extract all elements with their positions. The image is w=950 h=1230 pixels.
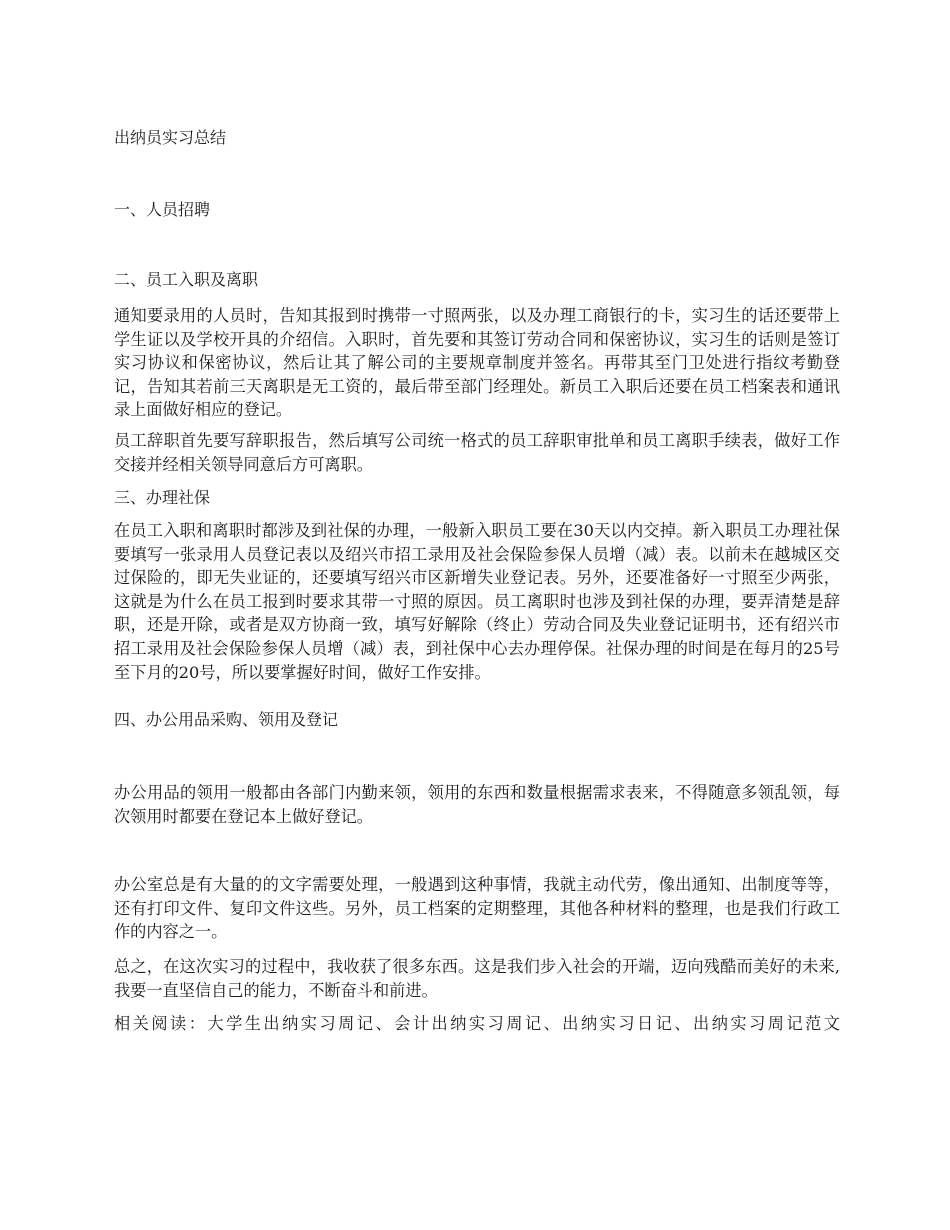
related-reading: 相关阅读：大学生出纳实习周记、会计出纳实习周记、出纳实习日记、出纳实习周记范文 [114,1014,840,1033]
document-title: 出纳员实习总结 [114,128,227,147]
paragraph-resignation: 员工辞职首先要写辞职报告，然后填写公司统一格式的员工辞职审批单和员工离职手续表，做好工作交接并经相关领导同意后方可离职。 [114,431,840,474]
paragraph-document-processing: 办公室总是有大量的的文字需要处理，一般遇到这种事情，我就主动代劳，像出通知、出制度等等，还有打印文件、复印文件这些。另外，员工档案的定期整理，其他各种材料的整理，也是我们行政工作的内容之一。 [114,875,840,942]
section-heading-recruitment: 一、人员招聘 [114,200,211,219]
paragraph-conclusion: 总之，在这次实习的过程中，我收获了很多东西。这是我们步入社会的开端，迈向残酷而美好的未来,我要一直坚信自己的能力，不断奋斗和前进。 [114,957,840,1000]
section-heading-social-insurance: 三、办理社保 [114,488,211,507]
section-heading-office-supplies: 四、办公用品采购、领用及登记 [114,710,339,729]
section-heading-onboarding: 二、员工入职及离职 [114,270,259,289]
paragraph-office-supplies: 办公用品的领用一般都由各部门内勤来领，领用的东西和数量根据需求表来，不得随意多领乱领，每次领用时都要在登记本上做好登记。 [114,783,840,826]
paragraph-social-insurance: 在员工入职和离职时都涉及到社保的办理，一般新入职员工要在30天以内交掉。新入职员工办理社保要填写一张录用人员登记表以及绍兴市招工录用及社会保险参保人员增（减）表。以前未在越城区交过保险的，即无失业证的，还要填写绍兴市区新增失业登记表。另外，还要准备好一寸照至少两张，这就是为什么在员工报到时要求其带一寸照的原因。员工离职时也涉及到社保的办理，要弄清楚是辞职，还是开除，或者是双方协商一致，填写好解除（终止）劳动合同及失业登记证明书，还有绍兴市招工录用及社会保险参保人员增（减）表，到社保中心去办理停保。社保办理的时间是在每月的25号至下月的20号，所以要掌握好时间，做好工作安排。 [114,521,840,682]
paragraph-onboarding: 通知要录用的人员时，告知其报到时携带一寸照两张，以及办理工商银行的卡，实习生的话还要带上学生证以及学校开具的介绍信。入职时，首先要和其签订劳动合同和保密协议，实习生的话则是签订实习协议和保密协议，然后让其了解公司的主要规章制度并签名。再带其至门卫处进行指纹考勤登记，告知其若前三天离职是无工资的，最后带至部门经理处。新员工入职后还要在员工档案表和通讯录上面做好相应的登记。 [114,306,840,420]
